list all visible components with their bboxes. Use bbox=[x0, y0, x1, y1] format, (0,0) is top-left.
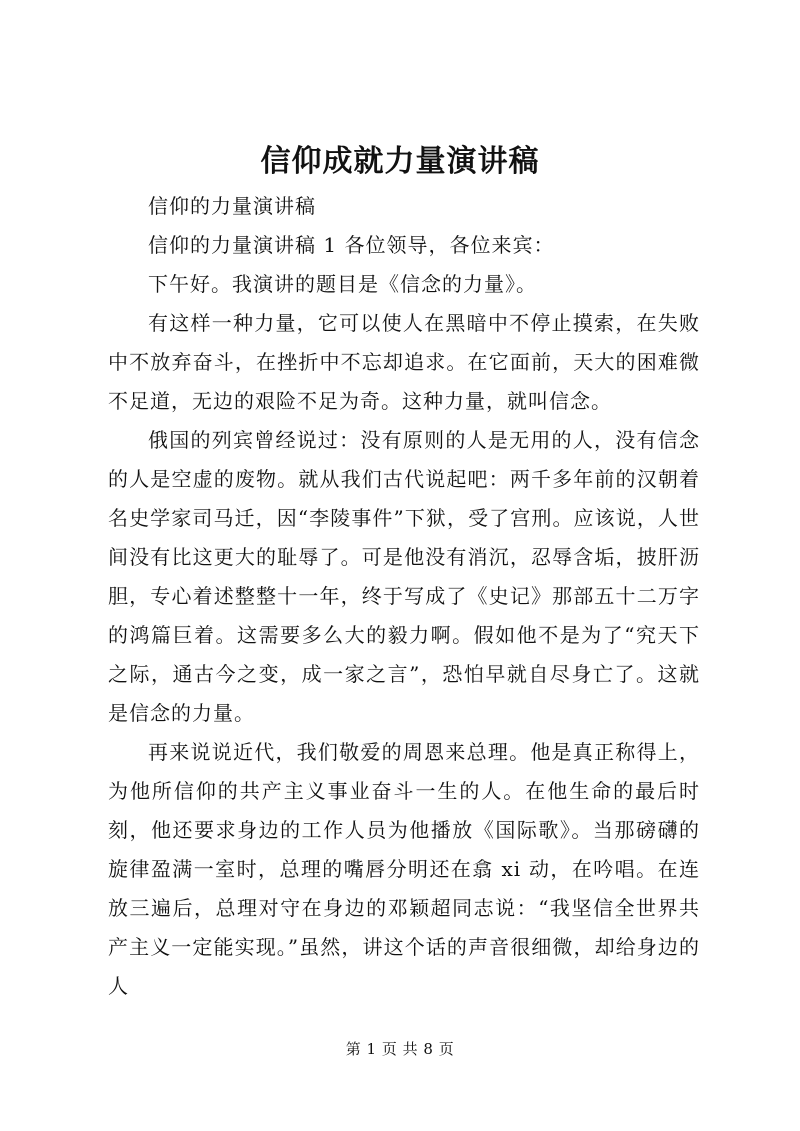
paragraph-zhou-enlai: 再来说说近代，我们敬爱的周恩来总理。他是真正称得上，为他所信仰的共产主义事业奋斗一生的人。在他生命的最后时刻，他还要求身边的工作人员为他播放《国际歌》。当那磅礴的旋律盈满一室时，总理的嘴唇分明还在翕 xi 动，在吟唱。在连放三遍后，总理对守在身边的邓颖超同志说：“我坚信全世界共产主义一定能实现。”虽然，讲这个话的声音很细微，却给身边的人 bbox=[108, 740, 700, 998]
paragraph-topic: 下午好。我演讲的题目是《信念的力量》。 bbox=[148, 272, 537, 296]
document-body bbox=[108, 187, 700, 1006]
page-number-footer: 第 1 页 共 8 页 bbox=[345, 1040, 455, 1058]
paragraph-subtitle: 信仰的力量演讲稿 bbox=[148, 194, 316, 218]
paragraph-greeting: 信仰的力量演讲稿 1 各位领导，各位来宾： bbox=[148, 233, 555, 257]
paragraph-intro: 有这样一种力量，它可以使人在黑暗中不停止摸索，在失败中不放弃奋斗，在挫折中不忘却追求。在它面前，天大的困难微不足道，无边的艰险不足为奇。这种力量，就叫信念。 bbox=[108, 311, 700, 413]
paragraph-sima-qian: 俄国的列宾曾经说过：没有原则的人是无用的人，没有信念的人是空虚的废物。就从我们古代说起吧：两千多年前的汉朝着名史学家司马迁，因“李陵事件”下狱，受了宫刑。应该说，人世间没有比这更大的耻辱了。可是他没有消沉，忍辱含垢，披肝沥胆，专心着述整整十一年，终于写成了《史记》那部五十二万字的鸿篇巨着。这需要多么大的毅力啊。假如他不是为了“究天下之际，通古今之变，成一家之言”，恐怕早就自尽身亡了。这就是信念的力量。 bbox=[108, 428, 700, 725]
document-title: 信仰成就力量演讲稿 bbox=[260, 144, 540, 179]
